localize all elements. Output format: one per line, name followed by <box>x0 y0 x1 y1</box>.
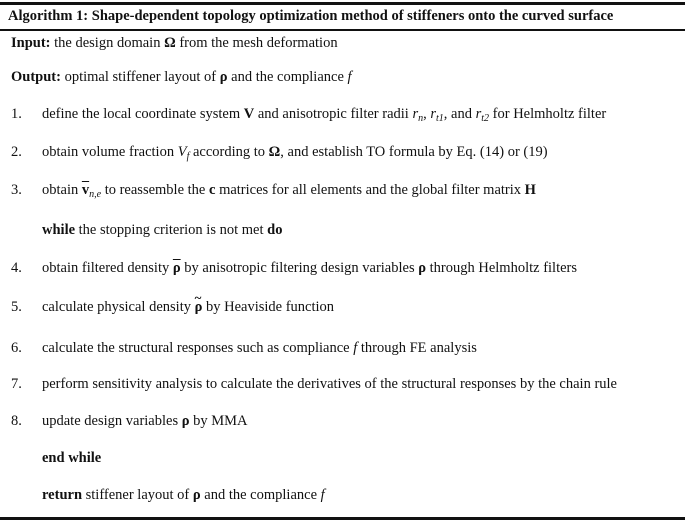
while-keyword: while <box>42 222 76 238</box>
rho-symbol: ρ <box>418 260 426 276</box>
step-text: calculate physical density <box>42 299 195 315</box>
step-number: 2. <box>11 144 22 160</box>
step-number: 5. <box>11 299 22 315</box>
step-text: update design variables <box>42 413 182 429</box>
v-bar-symbol: $\overline{v}$ <box>81 182 90 198</box>
step-text: obtain volume fraction <box>42 144 178 160</box>
step-text: for Helmholtz filter <box>489 106 607 122</box>
f-symbol: f <box>347 69 352 85</box>
step-text: calculate the structural responses such as compliance <box>42 340 354 356</box>
step-text: obtain filtered density <box>42 260 173 276</box>
top-rule <box>0 2 685 5</box>
step-text: define the local coordinate system <box>42 106 244 122</box>
step-text: matrices for all elements and the global filter matrix <box>215 182 525 198</box>
output-keyword: Output: <box>11 69 61 85</box>
f-symbol: f <box>353 340 358 356</box>
while-line <box>42 221 282 239</box>
omega-symbol: Ω <box>268 144 281 160</box>
step-text: by Heaviside function <box>202 299 335 315</box>
rt1-subscript: t1 <box>436 113 444 124</box>
rho-bar-symbol: $\overline{\rho}$ <box>172 260 181 276</box>
return-text: and the compliance <box>200 487 321 503</box>
input-text-post: from the mesh deformation <box>175 35 338 51</box>
step-4 <box>11 259 577 277</box>
vf-symbol: V <box>177 144 187 160</box>
step-3 <box>11 181 536 199</box>
step-text: through FE analysis <box>357 340 477 356</box>
step-2 <box>11 143 548 161</box>
step-text: by MMA <box>189 413 248 429</box>
step-number: 1. <box>11 106 22 122</box>
step-text: , and establish TO formula by Eq. (14) or (19) <box>280 144 548 160</box>
output-text-pre: optimal stiffener layout of <box>60 69 220 85</box>
input-text-pre: the design domain <box>50 35 165 51</box>
algorithm-title: Algorithm 1: Shape-dependent topology optimization method of stiffeners onto the curved surface <box>8 8 614 24</box>
end-while-keyword: end while <box>42 450 102 466</box>
step-text: , and <box>443 106 476 122</box>
input-keyword: Input: <box>11 35 51 51</box>
rt2-symbol: r <box>475 106 482 122</box>
output-line <box>11 68 352 86</box>
step-text: perform sensitivity analysis to calculate the derivatives of the structural responses by the chain rule <box>42 376 617 392</box>
step-5 <box>11 298 334 316</box>
return-text: stiffener layout of <box>82 487 193 503</box>
rho-symbol: ρ <box>192 487 201 503</box>
step-number: 8. <box>11 413 22 429</box>
step-text: through Helmholtz filters <box>426 260 578 276</box>
rt2-subscript: t2 <box>481 113 490 124</box>
header-rule <box>0 29 685 31</box>
v-symbol: V <box>243 106 255 122</box>
vf-subscript: f <box>186 151 190 162</box>
rho-symbol: ρ <box>219 69 228 85</box>
f-symbol: f <box>320 487 325 503</box>
c-symbol: c <box>209 182 216 198</box>
output-text-mid: and the compliance <box>227 69 348 85</box>
step-number: 7. <box>11 376 22 392</box>
input-line <box>11 34 338 52</box>
step-number: 6. <box>11 340 22 356</box>
do-keyword: do <box>267 222 283 238</box>
step-number: 3. <box>11 182 22 198</box>
return-line <box>42 486 325 504</box>
step-8 <box>11 412 248 430</box>
step-6 <box>11 339 477 357</box>
v-subscript: n,e <box>89 189 102 200</box>
end-while-line <box>42 449 101 467</box>
bottom-rule <box>0 517 685 520</box>
rn-subscript: n <box>418 113 424 124</box>
step-7 <box>11 375 617 393</box>
rn-symbol: r <box>412 106 419 122</box>
return-keyword: return <box>42 487 83 503</box>
step-text: by anisotropic filtering design variables <box>180 260 419 276</box>
rho-tilde-symbol: ~ ρ <box>195 298 203 316</box>
rt1-symbol: r <box>430 106 437 122</box>
step-number: 4. <box>11 260 22 276</box>
step-1 <box>11 105 606 123</box>
omega-symbol: Ω <box>164 35 176 51</box>
h-symbol: H <box>524 182 536 198</box>
step-text: to reassemble the <box>101 182 209 198</box>
rho-symbol: ρ <box>181 413 190 429</box>
step-text: , <box>423 106 431 122</box>
step-text: according to <box>189 144 269 160</box>
while-text: the stopping criterion is not met <box>75 222 268 238</box>
step-text: obtain <box>42 182 82 198</box>
step-text: and anisotropic filter radii <box>254 106 413 122</box>
